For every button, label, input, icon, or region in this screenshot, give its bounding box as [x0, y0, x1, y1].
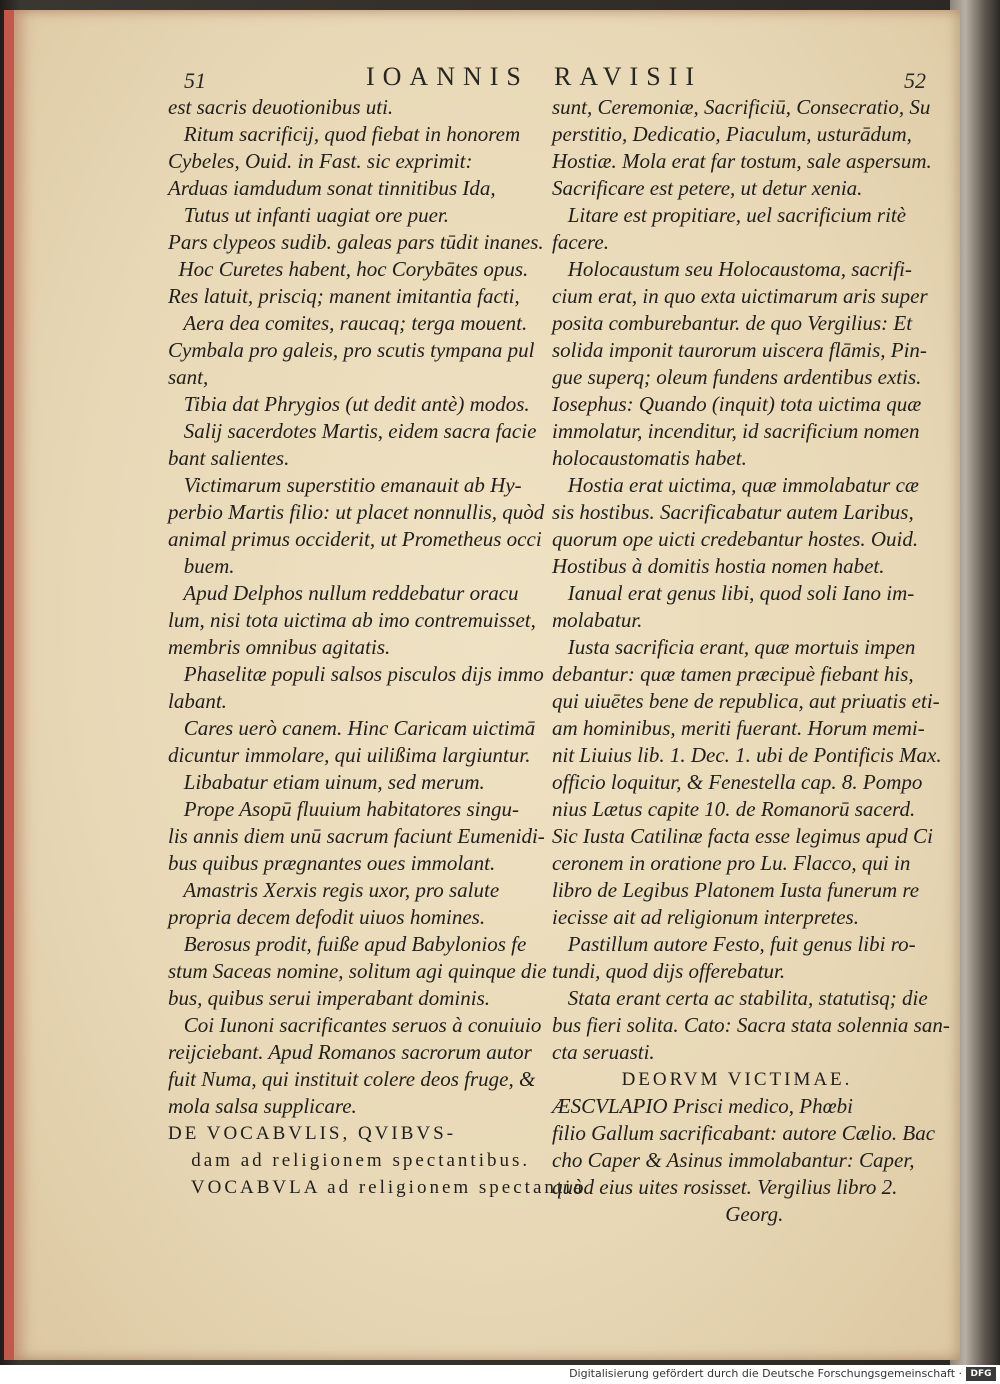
text-line: ceronem in oratione pro Lu. Flacco, qui in [552, 851, 911, 875]
text-line: Georg. [552, 1202, 784, 1226]
text-line: nius Lætus capite 10. de Romanorū sacerd. [552, 797, 916, 821]
text-line: Aera dea comites, raucaq; terga mouent. [168, 311, 528, 335]
text-line: perstitio, Dedicatio, Piaculum, usturādum, [552, 122, 912, 146]
text-line: iecisse ait ad religionum interpretes. [552, 905, 859, 929]
section-heading-line: dam ad religionem spectantibus. [168, 1150, 531, 1171]
text-line: Amastris Xerxis regis uxor, pro salute [168, 878, 500, 902]
page-number-left: 51 [184, 68, 206, 93]
text-line: lis annis diem unū sacrum faciunt Eumenidi- [168, 824, 545, 848]
text-line: Phaselitæ populi salsos pisculos dijs immo [168, 662, 544, 686]
text-line: bant salientes. [168, 446, 290, 470]
text-line: Res latuit, prisciq; manent imitantia facti, [168, 284, 520, 308]
right-column [552, 94, 950, 1228]
section-heading: DEORVM VICTIMAE. [621, 1069, 853, 1090]
text-line: Hostibus à domitis hostia nomen habet. [552, 554, 885, 578]
text-line: officio loquitur, & Fenestella cap. 8. Pompo [552, 770, 923, 794]
text-line: tundi, quod dijs offerebatur. [552, 959, 786, 983]
text-line: perbio Martis filio: ut placet nonnullis, quòd [168, 500, 545, 524]
text-line: cho Caper & Asinus immolabantur: Caper, [552, 1148, 915, 1172]
text-line: est sacris deuotionibus uti. [168, 95, 394, 119]
text-line: libro de Legibus Platonem Iusta funerum re [552, 878, 920, 902]
text-line: Litare est propitiare, uel sacrificium ritè [552, 203, 907, 227]
text-line: sunt, Ceremoniæ, Sacrificiū, Consecratio, Su [552, 95, 931, 119]
text-line: gue superq; oleum fundens ardentibus extis. [552, 365, 922, 389]
text-line: Cybeles, Ouid. in Fast. sic exprimit: [168, 149, 473, 173]
text-line: holocaustomatis habet. [552, 446, 747, 470]
text-line: solida imponit taurorum uiscera flāmis, Pin- [552, 338, 927, 362]
text-line: propria decem defodit uiuos homines. [168, 905, 486, 929]
text-line: Libabatur etiam uinum, sed merum. [168, 770, 485, 794]
dfg-logo: DFG [966, 1367, 996, 1381]
text-line: Hoc Curetes habent, hoc Corybātes opus. [168, 257, 529, 281]
text-line: sis hostibus. Sacrificabatur autem Laribus, [552, 500, 914, 524]
text-line: Prope Asopū fluuium habitatores singu- [168, 797, 519, 821]
text-line: quòd eius uites rosisset. Vergilius libro 2. [552, 1175, 898, 1199]
text-line: cium erat, in quo exta uictimarum aris super [552, 284, 928, 308]
text-line: Ritum sacrificij, quod fiebat in honorem [168, 122, 521, 146]
text-line: qui uiuētes bene de republica, aut priuatis eti- [552, 689, 940, 713]
footer-credit: Digitalisierung gefördert durch die Deutsche Forschungsgemeinschaft · [569, 1367, 962, 1380]
page-number-right: 52 [904, 68, 926, 93]
text-line: Coi Iunoni sacrificantes seruos à conuiuio [168, 1013, 542, 1037]
text-line: bus, quibus serui imperabant dominis. [168, 986, 491, 1010]
text-line: reijciebant. Apud Romanos sacrorum autor [168, 1040, 532, 1064]
text-line: animal primus occiderit, ut Prometheus occi [168, 527, 542, 551]
text-line: membris omnibus agitatis. [168, 635, 391, 659]
text-line: am hominibus, meriti fuerant. Horum memi- [552, 716, 925, 740]
text-line: bus quibus prægnantes oues immolant. [168, 851, 496, 875]
text-line: Ianual erat genus libi, quod soli Iano im- [552, 581, 915, 605]
text-line: Cymbala pro galeis, pro scutis tympana pul [168, 338, 535, 362]
section-heading-line: VOCABVLA ad religionem spectantia [168, 1177, 585, 1198]
text-line: Cares uerò canem. Hinc Caricam uictimā [168, 716, 536, 740]
text-line: debantur: quæ tamen præcipuè fiebant his, [552, 662, 914, 686]
text-line: Victimarum superstitio emanauit ab Hy- [168, 473, 522, 497]
text-line: Tutus ut infanti uagiat ore puer. [168, 203, 449, 227]
text-line: filio Gallum sacrificabant: autore Cælio. Bac [552, 1121, 936, 1145]
section-heading-line: DE VOCABVLIS, QVIBVS- [168, 1123, 457, 1144]
text-line: nit Liuius lib. 1. Dec. 1. ubi de Pontificis Max. [552, 743, 942, 767]
text-line: Hostiæ. Mola erat far tostum, sale aspersum. [552, 149, 932, 173]
text-line: Iosephus: Quando (inquit) tota uictima quæ [552, 392, 922, 416]
text-line: Tibia dat Phrygios (ut dedit antè) modos. [168, 392, 530, 416]
text-line: Hostia erat uictima, quæ immolabatur cæ [552, 473, 919, 497]
text-line: Berosus prodit, fuiße apud Babylonios fe [168, 932, 527, 956]
text-line: posita comburebantur. de quo Vergilius: Et [552, 311, 913, 335]
text-line: stum Saceas nomine, solitum agi quinque die [168, 959, 547, 983]
text-line: ÆSCVLAPIO Prisci medico, Phœbi [552, 1094, 853, 1118]
text-line: Arduas iamdudum sonat tinnitibus Ida, [168, 176, 496, 200]
text-line: Sacrificare est petere, ut detur xenia. [552, 176, 863, 200]
text-line: Pars clypeos sudib. galeas pars tūdit inanes. [168, 230, 544, 254]
text-line: Sic Iusta Catilinæ facta esse legimus apud Ci [552, 824, 933, 848]
text-line: Pastillum autore Festo, fuit genus libi ro- [552, 932, 916, 956]
digitization-footer [0, 1365, 1000, 1384]
text-line: immolatur, incenditur, id sacrificium nomen [552, 419, 920, 443]
text-line: quorum ope uicti credebantur hostes. Ouid. [552, 527, 919, 551]
text-line: lum, nisi tota uictima ab imo contremuisset, [168, 608, 536, 632]
text-line: Holocaustum seu Holocaustoma, sacrifi- [552, 257, 912, 281]
text-line: Stata erant certa ac stabilita, statutisq; die [552, 986, 928, 1010]
text-line: fuit Numa, qui instituit colere deos fruge, & [168, 1067, 536, 1091]
text-line: Salij sacerdotes Martis, eidem sacra facie [168, 419, 537, 443]
text-line: Apud Delphos nullum reddebatur oracu [168, 581, 519, 605]
running-head-left: IOANNIS [366, 62, 529, 91]
text-line: bus fieri solita. Cato: Sacra stata solennia san- [552, 1013, 950, 1037]
text-line: cta seruasti. [552, 1040, 655, 1064]
text-line: Iusta sacrificia erant, quæ mortuis impen [552, 635, 916, 659]
text-line: dicuntur immolare, qui uilißima largiuntur. [168, 743, 531, 767]
text-line: sant, [168, 365, 209, 389]
text-line: molabatur. [552, 608, 643, 632]
running-head-right: RAVISII [554, 62, 702, 91]
text-line: facere. [552, 230, 609, 254]
text-line: labant. [168, 689, 227, 713]
text-line: buem. [168, 554, 235, 578]
text-line: mola salsa supplicare. [168, 1094, 357, 1118]
